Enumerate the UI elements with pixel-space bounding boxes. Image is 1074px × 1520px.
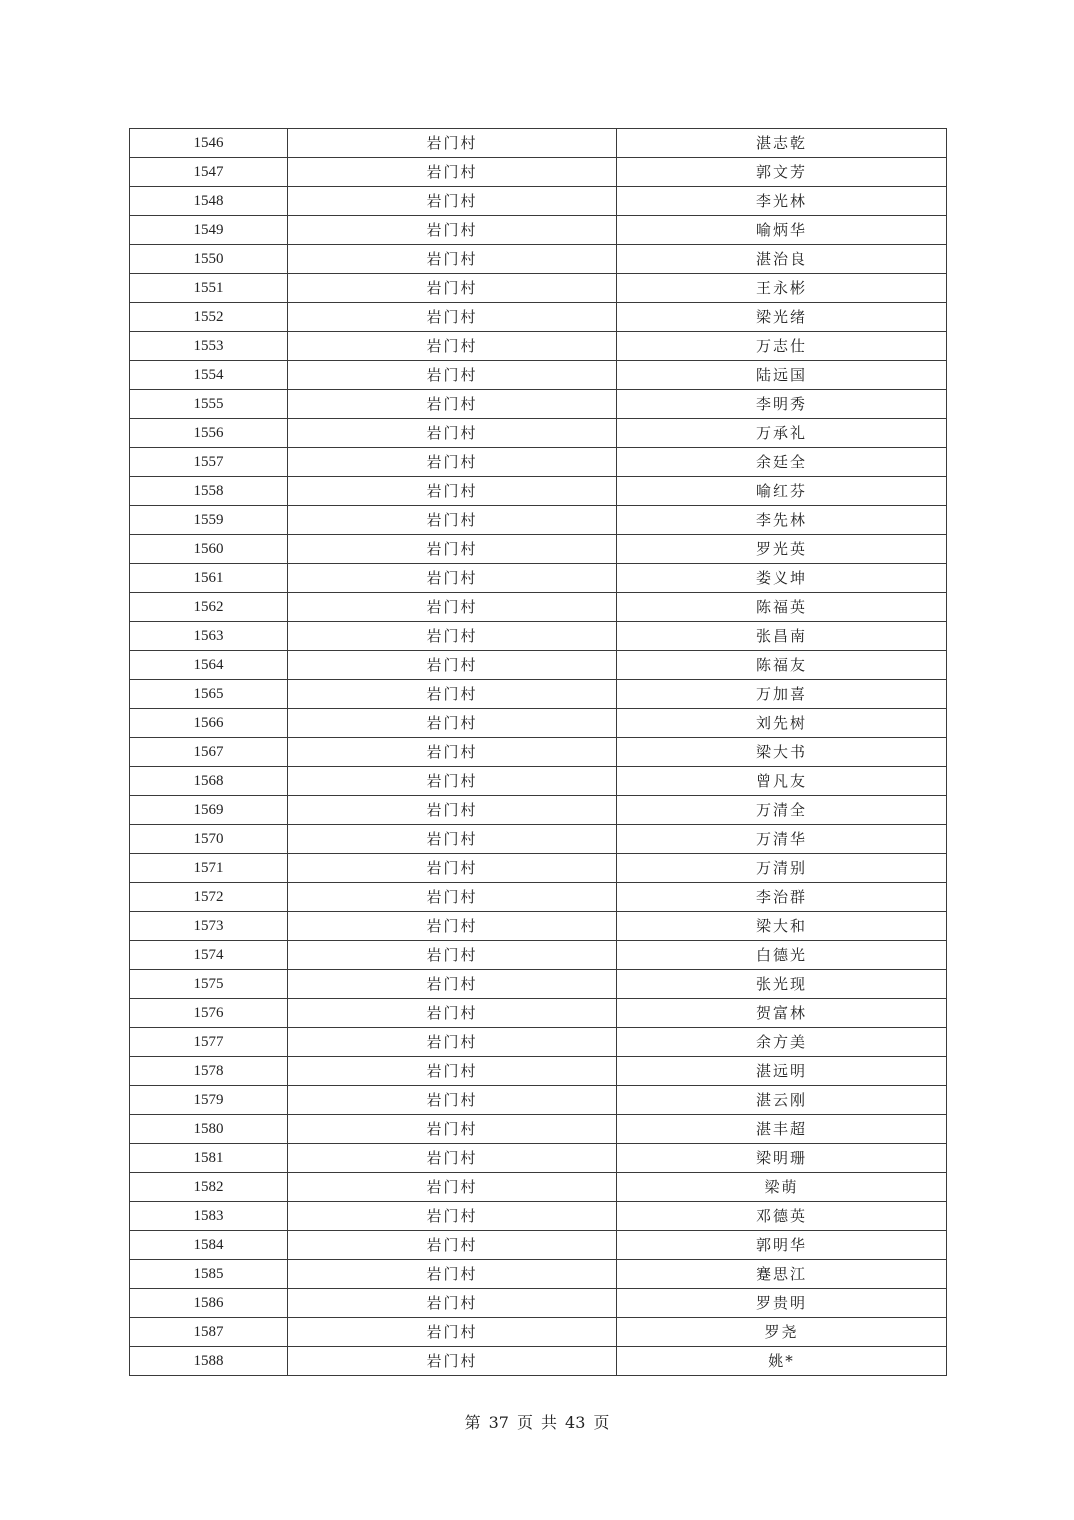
name-cell: 邓德英 [617,1202,947,1231]
village-cell: 岩门村 [288,390,617,419]
table-row [130,1144,947,1173]
table-row [130,216,947,245]
table-row [130,738,947,767]
name-cell: 余廷全 [617,448,947,477]
name-cell: 喻炳华 [617,216,947,245]
village-cell: 岩门村 [288,738,617,767]
name-cell: 喻红芬 [617,477,947,506]
table-row [130,825,947,854]
village-cell: 岩门村 [288,303,617,332]
table-row [130,1173,947,1202]
name-cell: 万清全 [617,796,947,825]
village-cell: 岩门村 [288,1057,617,1086]
row-number: 1549 [130,216,288,245]
village-cell: 岩门村 [288,274,617,303]
name-cell: 罗贵明 [617,1289,947,1318]
village-cell: 岩门村 [288,970,617,999]
name-cell: 湛丰超 [617,1115,947,1144]
table-row [130,941,947,970]
table-row [130,245,947,274]
name-cell: 李光林 [617,187,947,216]
row-number: 1562 [130,593,288,622]
village-cell: 岩门村 [288,1289,617,1318]
table-row [130,564,947,593]
name-cell: 万加喜 [617,680,947,709]
village-cell: 岩门村 [288,1260,617,1289]
village-cell: 岩门村 [288,187,617,216]
table-row [130,332,947,361]
row-number: 1548 [130,187,288,216]
table-row [130,1028,947,1057]
name-cell: 李先林 [617,506,947,535]
row-number: 1551 [130,274,288,303]
name-cell: 罗尧 [617,1318,947,1347]
table-row [130,1115,947,1144]
name-cell: 湛远明 [617,1057,947,1086]
village-cell: 岩门村 [288,1231,617,1260]
row-number: 1571 [130,854,288,883]
roster-table [129,128,947,1376]
name-cell: 陆远国 [617,361,947,390]
row-number: 1546 [130,129,288,158]
row-number: 1568 [130,767,288,796]
village-cell: 岩门村 [288,245,617,274]
village-cell: 岩门村 [288,506,617,535]
table-row [130,506,947,535]
village-cell: 岩门村 [288,912,617,941]
village-cell: 岩门村 [288,1086,617,1115]
name-cell: 万清华 [617,825,947,854]
table-row [130,419,947,448]
name-cell: 梁明珊 [617,1144,947,1173]
table-row [130,680,947,709]
row-number: 1580 [130,1115,288,1144]
row-number: 1563 [130,622,288,651]
row-number: 1585 [130,1260,288,1289]
row-number: 1552 [130,303,288,332]
village-cell: 岩门村 [288,419,617,448]
row-number: 1564 [130,651,288,680]
name-cell: 张昌南 [617,622,947,651]
table-row [130,651,947,680]
row-number: 1565 [130,680,288,709]
village-cell: 岩门村 [288,796,617,825]
table-row [130,622,947,651]
table-row [130,767,947,796]
village-cell: 岩门村 [288,158,617,187]
table-row [130,274,947,303]
footer-total-pages: 43 [565,1413,586,1432]
table-row [130,709,947,738]
row-number: 1566 [130,709,288,738]
footer-current-page: 37 [488,1413,509,1432]
name-cell: 梁大和 [617,912,947,941]
row-number: 1550 [130,245,288,274]
name-cell: 罗光英 [617,535,947,564]
village-cell: 岩门村 [288,1028,617,1057]
name-cell: 刘先树 [617,709,947,738]
table-row [130,999,947,1028]
village-cell: 岩门村 [288,129,617,158]
name-cell: 万志仕 [617,332,947,361]
row-number: 1572 [130,883,288,912]
table-row [130,1086,947,1115]
village-cell: 岩门村 [288,1347,617,1376]
row-number: 1573 [130,912,288,941]
table-row [130,129,947,158]
name-cell: 郭文芳 [617,158,947,187]
row-number: 1554 [130,361,288,390]
row-number: 1582 [130,1173,288,1202]
name-cell: 万清别 [617,854,947,883]
row-number: 1560 [130,535,288,564]
name-cell: 娄义坤 [617,564,947,593]
row-number: 1558 [130,477,288,506]
village-cell: 岩门村 [288,535,617,564]
row-number: 1586 [130,1289,288,1318]
village-cell: 岩门村 [288,767,617,796]
name-cell: 湛治良 [617,245,947,274]
village-cell: 岩门村 [288,448,617,477]
name-cell: 余方美 [617,1028,947,1057]
footer-total-word: 共 [541,1413,558,1432]
table-row [130,303,947,332]
table-row [130,1318,947,1347]
row-number: 1583 [130,1202,288,1231]
row-number: 1570 [130,825,288,854]
row-number: 1553 [130,332,288,361]
row-number: 1569 [130,796,288,825]
village-cell: 岩门村 [288,361,617,390]
name-cell: 梁大书 [617,738,947,767]
table-row [130,1289,947,1318]
row-number: 1584 [130,1231,288,1260]
name-cell: 陈福友 [617,651,947,680]
table-row [130,1057,947,1086]
name-cell: 万承礼 [617,419,947,448]
table-row [130,390,947,419]
table-row [130,912,947,941]
village-cell: 岩门村 [288,216,617,245]
row-number: 1579 [130,1086,288,1115]
footer-suffix: 页 [593,1413,610,1432]
row-number: 1561 [130,564,288,593]
village-cell: 岩门村 [288,680,617,709]
roster-table-body [130,129,947,1376]
village-cell: 岩门村 [288,825,617,854]
name-cell: 李治群 [617,883,947,912]
name-cell: 王永彬 [617,274,947,303]
row-number: 1578 [130,1057,288,1086]
name-cell: 湛志乾 [617,129,947,158]
name-cell: 贺富林 [617,999,947,1028]
name-cell: 梁萌 [617,1173,947,1202]
row-number: 1588 [130,1347,288,1376]
village-cell: 岩门村 [288,1115,617,1144]
name-cell: 曾凡友 [617,767,947,796]
row-number: 1577 [130,1028,288,1057]
village-cell: 岩门村 [288,854,617,883]
table-row [130,970,947,999]
village-cell: 岩门村 [288,941,617,970]
row-number: 1559 [130,506,288,535]
village-cell: 岩门村 [288,1144,617,1173]
row-number: 1587 [130,1318,288,1347]
name-cell: 姚* [617,1347,947,1376]
name-cell: 白德光 [617,941,947,970]
village-cell: 岩门村 [288,1318,617,1347]
table-row [130,361,947,390]
name-cell: 陈福英 [617,593,947,622]
name-cell: 李明秀 [617,390,947,419]
table-row [130,854,947,883]
row-number: 1556 [130,419,288,448]
table-row [130,1202,947,1231]
village-cell: 岩门村 [288,622,617,651]
footer-page-word: 页 [516,1413,533,1432]
row-number: 1557 [130,448,288,477]
table-row [130,477,947,506]
table-row [130,535,947,564]
village-cell: 岩门村 [288,709,617,738]
village-cell: 岩门村 [288,332,617,361]
table-row [130,1231,947,1260]
name-cell: 梁光绪 [617,303,947,332]
footer-prefix: 第 [464,1413,481,1432]
village-cell: 岩门村 [288,883,617,912]
table-row [130,796,947,825]
table-row [130,593,947,622]
row-number: 1581 [130,1144,288,1173]
page-footer [0,1410,1074,1433]
row-number: 1574 [130,941,288,970]
table-row [130,1347,947,1376]
village-cell: 岩门村 [288,1173,617,1202]
village-cell: 岩门村 [288,593,617,622]
row-number: 1547 [130,158,288,187]
table-row [130,1260,947,1289]
village-cell: 岩门村 [288,651,617,680]
table-row [130,883,947,912]
row-number: 1555 [130,390,288,419]
name-cell: 湛云刚 [617,1086,947,1115]
name-cell: 蹇思江 [617,1260,947,1289]
row-number: 1575 [130,970,288,999]
name-cell: 郭明华 [617,1231,947,1260]
village-cell: 岩门村 [288,477,617,506]
row-number: 1567 [130,738,288,767]
village-cell: 岩门村 [288,999,617,1028]
village-cell: 岩门村 [288,564,617,593]
name-cell: 张光现 [617,970,947,999]
row-number: 1576 [130,999,288,1028]
village-cell: 岩门村 [288,1202,617,1231]
table-row [130,187,947,216]
table-row [130,158,947,187]
table-row [130,448,947,477]
